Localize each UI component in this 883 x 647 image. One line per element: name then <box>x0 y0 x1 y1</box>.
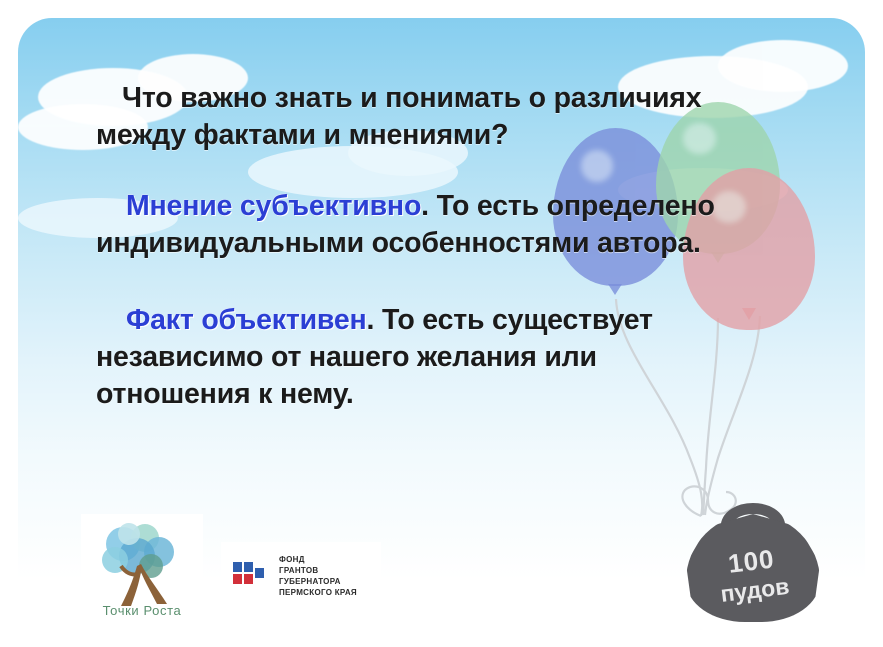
fond-mark-icon <box>227 554 271 598</box>
paragraph-fact-line-2: независимо от нашего желания или <box>96 341 597 374</box>
weight-word: пудов <box>719 572 791 607</box>
weight-100-pudov-logo <box>678 488 828 623</box>
paragraph-opinion-rest: . То есть определено <box>421 190 715 223</box>
fond-grantov-logo <box>221 542 381 610</box>
question-line-1: Что важно знать и понимать о различиях <box>122 82 702 114</box>
paragraph-fact-line-3: отношения к нему. <box>96 378 354 411</box>
slide-card <box>18 18 865 629</box>
weight-number: 100 <box>726 543 777 579</box>
fond-line-1: ФОНД <box>279 554 305 564</box>
fond-line-3: ГУБЕРНАТОРА <box>279 577 341 586</box>
question-line-2: между фактами и мнениями? <box>96 119 509 152</box>
slide-text-block <box>96 80 756 413</box>
tochki-rosta-caption: Точки Роста <box>102 603 182 618</box>
fond-line-4: ПЕРМСКОГО КРАЯ <box>279 588 357 598</box>
paragraph-opinion <box>96 188 756 262</box>
paragraph-opinion-line-2: индивидуальными особенностями автора. <box>96 227 701 260</box>
accent-opinion: Мнение субъективно <box>126 190 422 223</box>
fond-grantov-text <box>279 554 357 598</box>
accent-fact: Факт объективен <box>126 304 367 337</box>
fond-line-2: ГРАНТОВ <box>279 565 319 575</box>
paragraph-fact-rest: . То есть существует <box>366 304 653 337</box>
paragraph-fact <box>96 302 756 413</box>
